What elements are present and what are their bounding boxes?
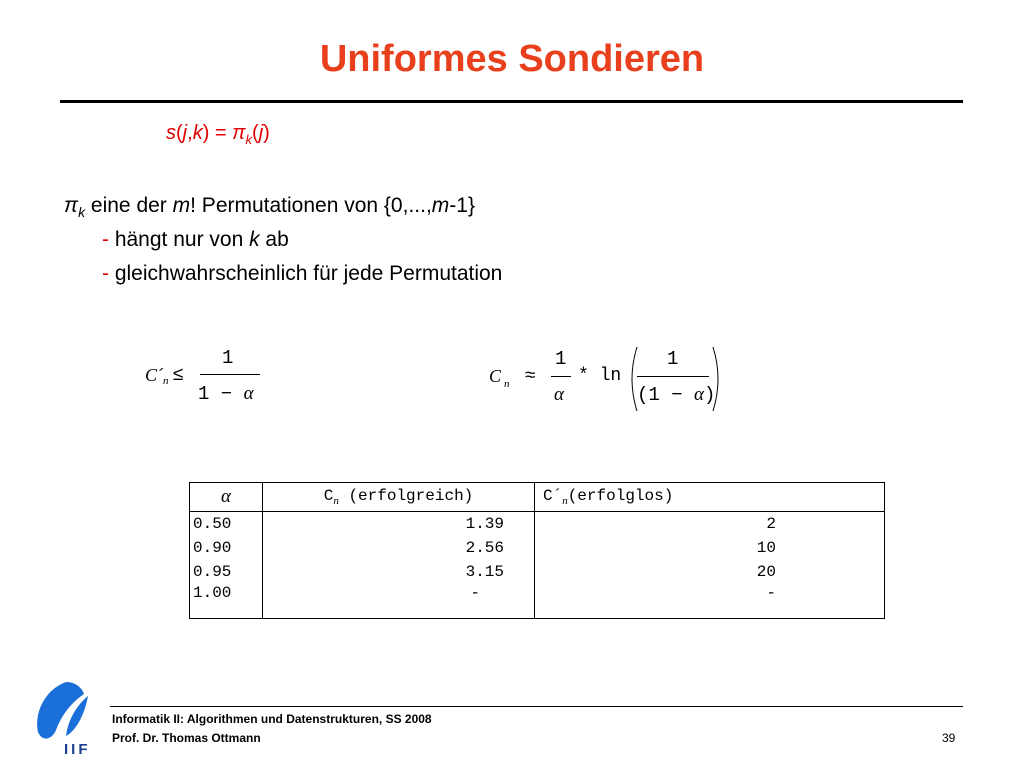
inner-den-alpha: α: [694, 384, 704, 405]
cell-alpha: 0.90: [190, 536, 263, 560]
formula-successful-estimate: [485, 342, 735, 418]
table-header-row: [190, 483, 885, 512]
header-unsuccessful: $C´_n(erfolglos)$: [535, 483, 885, 512]
formula-approx: ≈: [525, 365, 536, 386]
header-successful: $C_n$ (erfolgreich): [263, 483, 535, 512]
formula-inner-numerator: 1: [667, 348, 679, 370]
right-big-paren-icon: [711, 346, 725, 412]
formula-unsuccessful-bound: [140, 345, 280, 415]
title-divider: [60, 100, 963, 103]
formula-leq: ≤: [173, 364, 184, 385]
table-row: [190, 560, 885, 584]
formula-pi: π: [232, 122, 246, 144]
body-line-depends-on-k: [102, 228, 289, 252]
formula-times-ln: * ln: [578, 366, 622, 386]
results-table: [189, 482, 885, 619]
formula-c-prime: C´: [145, 365, 163, 385]
table-row: [190, 512, 885, 537]
cell-successful: -: [263, 584, 535, 619]
page-number: 39: [942, 731, 956, 745]
line1-text-c: -1}: [449, 194, 475, 217]
iif-logo-icon: [26, 680, 96, 756]
formula-equals: ) =: [202, 122, 233, 144]
denominator-one-minus: 1 −: [198, 383, 244, 405]
formula-j-2: j: [258, 122, 264, 144]
line1-m-2: m: [431, 194, 450, 217]
pi-subscript: k: [78, 204, 86, 221]
header-alpha: α: [190, 483, 263, 512]
probe-sequence-formula: [166, 122, 270, 147]
line2-k: k: [249, 228, 260, 251]
cell-successful: 2.56: [263, 536, 535, 560]
footer-author: Prof. Dr. Thomas Ottmann: [112, 731, 261, 745]
formula-k: k: [192, 122, 203, 144]
inner-fraction-bar: [637, 376, 709, 377]
bullet-dash: -: [102, 262, 115, 285]
logo-text: IIF: [64, 741, 91, 756]
line2-text-b: ab: [259, 228, 289, 251]
footer-divider: [110, 706, 963, 707]
pi-symbol: π: [64, 194, 79, 217]
inner-den-part-a: (1 −: [637, 384, 695, 406]
formula-c-sub: n: [504, 378, 510, 390]
formula-paren-close-2: ): [263, 122, 270, 144]
line1-text-a: eine der: [85, 194, 173, 217]
formula-comma: ,: [187, 122, 193, 144]
cell-successful: 3.15: [263, 560, 535, 584]
table-row: [190, 584, 885, 619]
formula-inner-denominator: [637, 384, 715, 406]
formula-outer-denominator: α: [554, 384, 564, 405]
formula-j: j: [182, 122, 188, 144]
formula-outer-numerator: 1: [555, 348, 567, 370]
formula-numerator: 1: [222, 347, 234, 369]
inner-den-part-b: ): [704, 384, 716, 406]
cell-successful: 1.39: [263, 512, 535, 537]
line3-text: gleichwahrscheinlich für jede Permutation: [114, 262, 503, 285]
table-row: [190, 536, 885, 560]
cell-unsuccessful: 2: [535, 512, 885, 537]
cell-alpha: 0.95: [190, 560, 263, 584]
body-line-equiprobable: [102, 262, 502, 286]
cell-unsuccessful: 10: [535, 536, 885, 560]
footer-course: Informatik II: Algorithmen und Datenstrukturen, SS 2008: [112, 712, 432, 726]
cell-unsuccessful: -: [535, 584, 885, 619]
outer-fraction-bar: [551, 376, 571, 377]
formula-paren-open-2: (: [252, 122, 259, 144]
bullet-dash: -: [102, 228, 115, 251]
fraction-bar: [200, 374, 260, 375]
formula-denominator: [198, 383, 254, 405]
formula-c-prime-sub: n: [163, 375, 169, 387]
slide-title: Uniformes Sondieren: [319, 38, 705, 80]
formula-s: s: [166, 122, 176, 144]
cell-alpha: 1.00: [190, 584, 263, 619]
line1-text-b: ! Permutationen von {0,...,: [190, 194, 432, 217]
cell-unsuccessful: 20: [535, 560, 885, 584]
line1-m: m: [172, 194, 191, 217]
denominator-alpha: α: [243, 383, 254, 404]
formula-c: C: [489, 366, 502, 386]
formula-pi-sub: k: [245, 132, 253, 147]
cell-alpha: 0.50: [190, 512, 263, 537]
line2-text-a: hängt nur von: [114, 228, 250, 251]
body-line-permutations: [64, 194, 475, 220]
formula-paren-open: (: [176, 122, 183, 144]
